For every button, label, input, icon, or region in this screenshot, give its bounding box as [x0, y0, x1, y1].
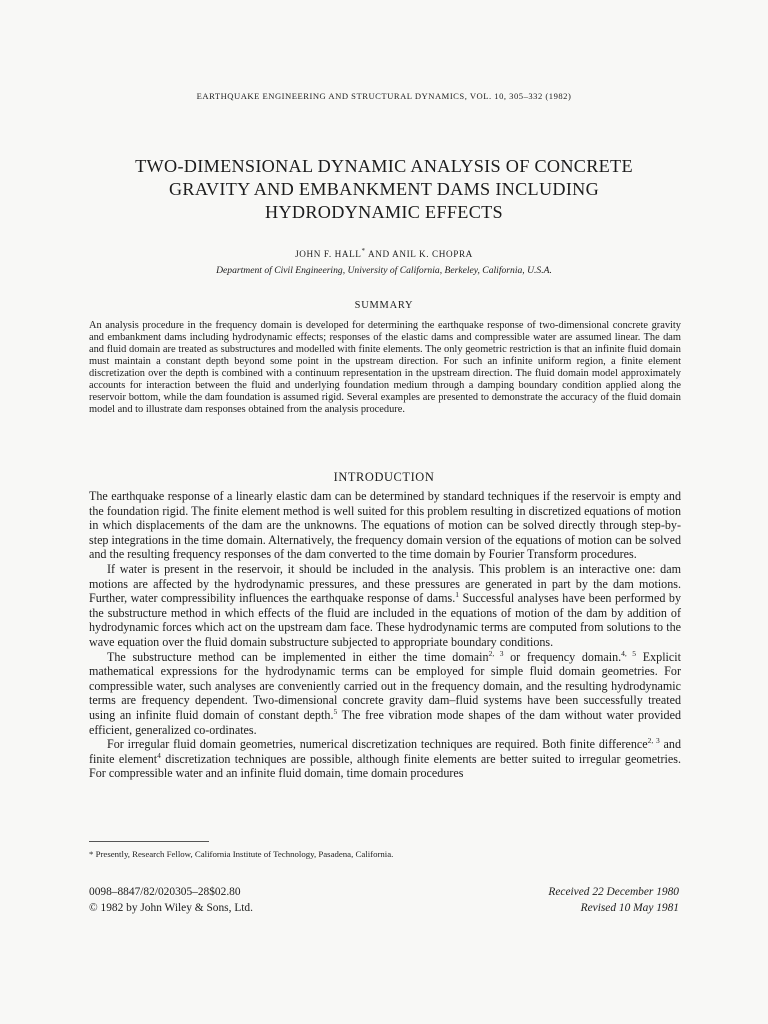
paper-title [84, 155, 684, 224]
paragraph-4-text-a: For irregular fluid domain geometries, numerical discretization techniques are required. Both finite difference [107, 737, 648, 752]
submission-dates [548, 884, 679, 916]
paragraph-4-text-b: and finite element [89, 737, 681, 766]
introduction-body [89, 489, 681, 781]
paragraph-2 [89, 562, 681, 650]
paragraph-3-text-d: The free vibration mode shapes of the dam without water provided efficient, generalized co-ordinates. [89, 707, 681, 737]
copyright-notice: © 1982 by John Wiley & Sons, Ltd. [89, 902, 253, 914]
citation-ref: 1 [455, 590, 460, 600]
footnote-divider [89, 841, 209, 842]
citation-ref: 2, 3 [488, 648, 504, 658]
citation-ref: 4 [157, 750, 161, 760]
received-date: Received 22 December 1980 [548, 886, 679, 898]
summary-text: An analysis procedure in the frequency domain is developed for determining the earthquake response of two-dimensional concrete gravity and embankment dams including hydrodynamic effects; responses of the elastic dams and compressible water are assumed linear. The dam and fluid domain are treated as substructures and modelled with finite elements. The only geometric restriction is that an infinite fluid domain must maintain a constant depth beyond some point in the upstream direction. For such an infinite uniform region, a finite element discretization over the depth is combined with a continuum representation in the upstream direction. The fluid domain model approximately accounts for interaction between the fluid and underlying foundation medium through a damping boundary condition applied along the reservoir bottom, while the dam foundation is assumed rigid. Several examples are presented to demonstrate the accuracy of the fluid domain model and to illustrate dam responses obtained from the analysis procedure. [89, 320, 681, 416]
citation-ref: 2, 3 [647, 736, 660, 746]
paragraph-3 [89, 650, 681, 738]
title-line-3: HYDRODYNAMIC EFFECTS [265, 202, 503, 222]
author-connector: AND [365, 249, 393, 260]
introduction-heading: INTRODUCTION [333, 470, 435, 484]
citation-ref: 5 [333, 706, 338, 716]
paragraph-1: The earthquake response of a linearly elastic dam can be determined by standard techniques if the reservoir is empty and the foundation rigid. The finite element method is well suited for this problem resulting in discretized equations of motion in which displacements of the dam are the unknowns. The equations of motion can be solved directly through step-by-step integrations in the time domain. Alternatively, the frequency domain version of the equations of motion can be solved and the resulting frequency responses of the dam converted to the time domain by Fourier Transform procedures. [89, 489, 681, 562]
citation-ref: 4, 5 [621, 648, 637, 658]
author-1: JOHN F. HALL [295, 249, 362, 260]
affiliation: Department of Civil Engineering, University of California, Berkeley, California, U.S.A. [216, 265, 552, 276]
author-1-footnote-mark: * [361, 247, 366, 255]
paragraph-2-text-a: If water is present in the reservoir, it should be included in the analysis. This problem is an interactive one: dam motions are affected by the hydrodynamic pressures, and these pressures are generated in part by the dam motions. Further, water compressibility influences the earthquake response of dams. [89, 561, 681, 606]
running-head: EARTHQUAKE ENGINEERING AND STRUCTURAL DYNAMICS, VOL. 10, 305–332 (1982) [196, 91, 572, 101]
authors [0, 247, 768, 259]
publication-info [89, 884, 253, 916]
footnote: * Presently, Research Fellow, California Institute of Technology, Pasadena, California. [89, 849, 394, 859]
paragraph-4 [89, 737, 681, 781]
paragraph-4-text-c: discretization techniques are possible, although finite elements are better suited to irregular geometries. For compressible water and an infinite fluid domain, time domain procedures [89, 751, 681, 781]
paragraph-3-text-c: Explicit mathematical expressions for the hydrodynamic terms can be employed for simple fluid domain geometries. For compressible water, such analyses are conveniently carried out in the frequency domain, and the resulting hydrodynamic terms are frequency dependent. Two-dimensional concrete gravity dam–fluid systems have been successfully treated using an infinite fluid domain of constant depth. [89, 649, 682, 722]
title-line-1: TWO-DIMENSIONAL DYNAMIC ANALYSIS OF CONCRETE [135, 156, 633, 176]
revised-date: Revised 10 May 1981 [580, 902, 679, 914]
issn-code: 0098–8847/82/020305–28$02.80 [89, 886, 241, 898]
paragraph-3-text-a: The substructure method can be implemented in either the time domain [107, 649, 489, 664]
paragraph-2-text-b: Successful analyses have been performed by the substructure method in which effects of the fluid are included in the equations of motion of the dam by addition of hydrodynamic forces which act on the upstream dam face. These hydrodynamic terms are computed from solutions to the wave equation over the fluid domain substructure subjected to appropriate boundary conditions. [89, 591, 682, 649]
author-2: ANIL K. CHOPRA [392, 249, 473, 260]
summary-heading: SUMMARY [354, 300, 414, 311]
paragraph-3-text-b: or frequency domain. [503, 649, 622, 664]
title-line-2: GRAVITY AND EMBANKMENT DAMS INCLUDING [168, 179, 600, 199]
